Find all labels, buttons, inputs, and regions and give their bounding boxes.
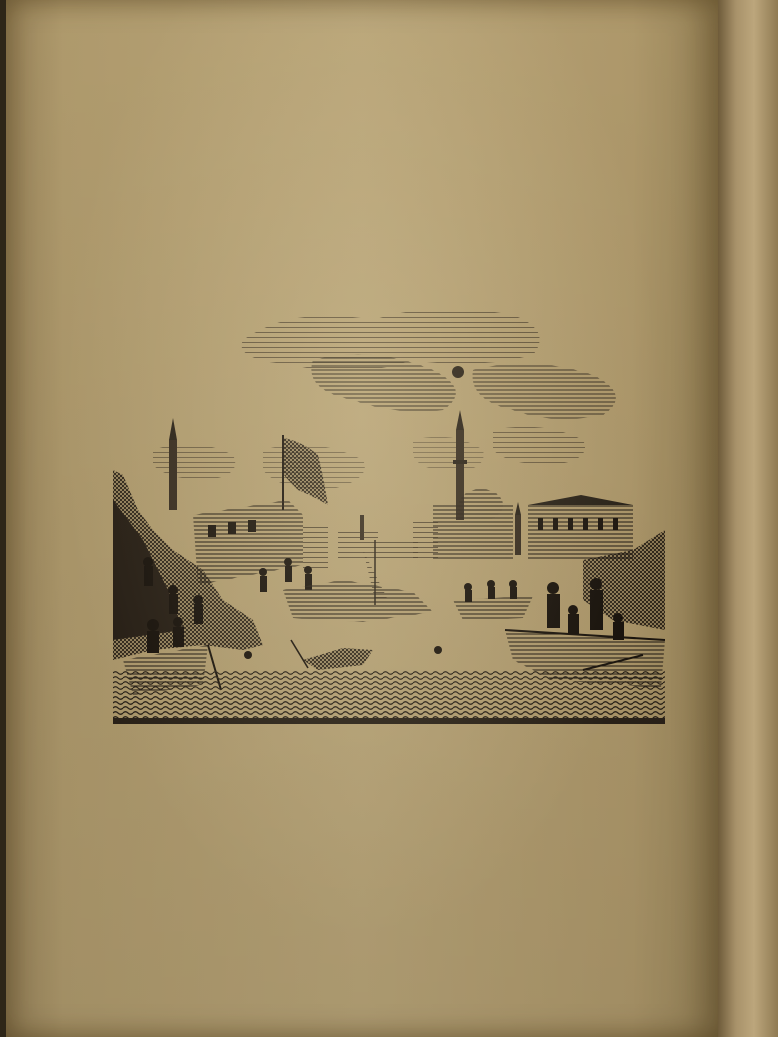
page-edge-stack	[718, 0, 778, 1037]
floating-wreck	[244, 640, 442, 670]
minaret-left	[169, 418, 177, 510]
engraving-storming-of-izmail	[113, 300, 665, 730]
small-houses	[338, 515, 418, 562]
river-water	[113, 670, 665, 724]
mosque	[413, 489, 513, 560]
clouds	[153, 309, 616, 490]
page-header	[130, 52, 645, 78]
palace-right	[515, 495, 633, 560]
book-page	[6, 0, 718, 1037]
